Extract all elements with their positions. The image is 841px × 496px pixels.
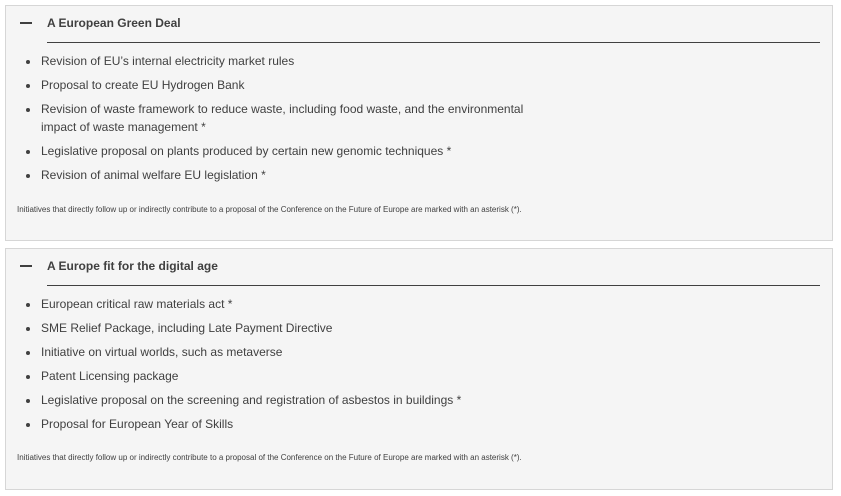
list-item: Legislative proposal on plants produced by certain new genomic techniques * [6,142,561,160]
list-item: Proposal to create EU Hydrogen Bank [6,76,561,94]
list-item: Revision of EU’s internal electricity market rules [6,52,561,70]
list-item: Revision of waste framework to reduce waste, including food waste, and the environmental impact of waste management * [6,100,561,136]
list-item: Revision of animal welfare EU legislation * [6,166,561,184]
section-title: A European Green Deal [47,16,181,30]
header-divider [47,42,820,43]
accordion-panel-digital-age [5,248,833,490]
list-item: Legislative proposal on the screening and registration of asbestos in buildings * [6,391,561,409]
list-item: Proposal for European Year of Skills [6,415,561,433]
list-item: European critical raw materials act * [6,295,561,313]
footnote: Initiatives that directly follow up or indirectly contribute to a proposal of the Conference on the Future of Europe are marked with an asterisk (*). [17,453,522,462]
initiative-list [6,295,561,439]
accordion-panel-green-deal [5,5,833,241]
accordion-header-green-deal[interactable] [6,6,832,44]
header-divider [47,285,820,286]
initiative-list [6,52,561,190]
section-title: A Europe fit for the digital age [47,259,218,273]
accordion-header-digital-age[interactable] [6,249,832,287]
list-item: SME Relief Package, including Late Payment Directive [6,319,561,337]
list-item: Patent Licensing package [6,367,561,385]
collapse-icon[interactable] [20,22,32,24]
footnote: Initiatives that directly follow up or indirectly contribute to a proposal of the Conference on the Future of Europe are marked with an asterisk (*). [17,205,522,214]
list-item: Initiative on virtual worlds, such as metaverse [6,343,561,361]
collapse-icon[interactable] [20,265,32,267]
